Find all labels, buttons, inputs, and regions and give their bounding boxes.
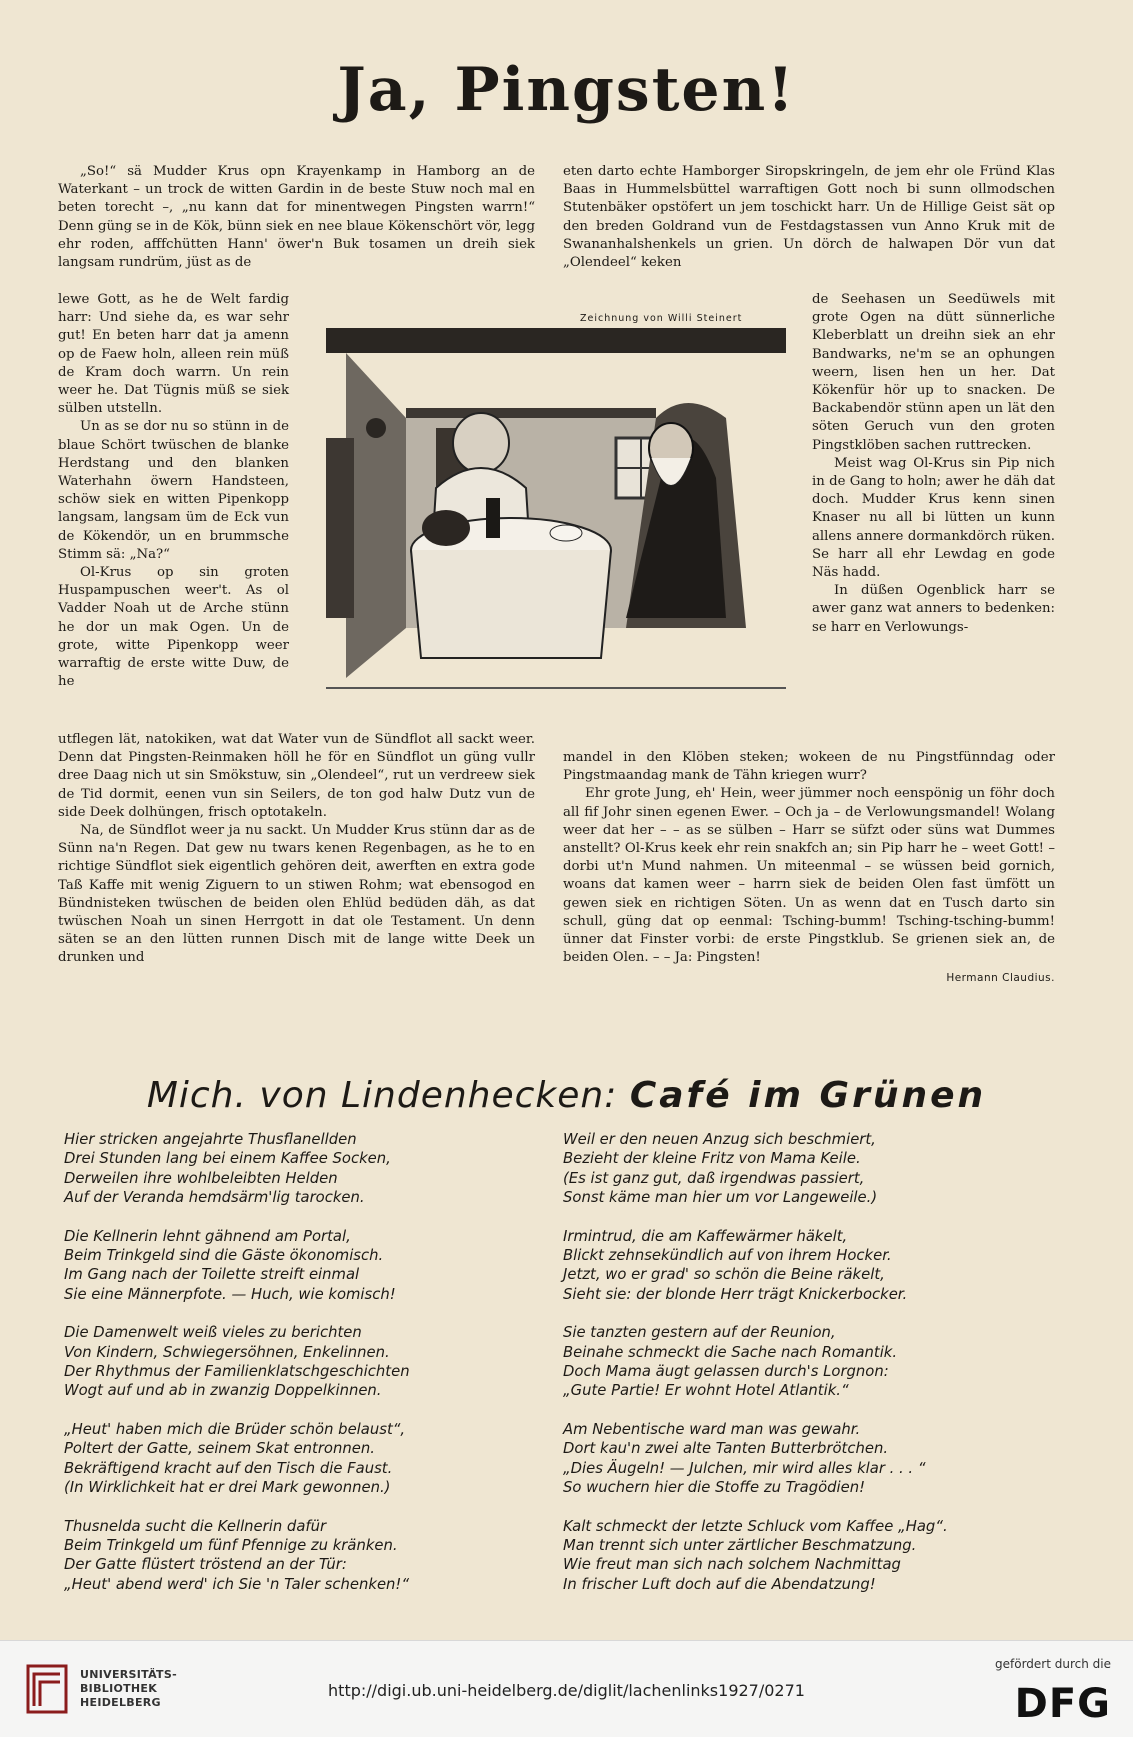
stanza — [64, 1227, 410, 1305]
poem-line: Blickt zehnsekündlich auf von ihrem Hocker. — [563, 1247, 892, 1265]
paragraph: Ol-Krus op sin groten Huspampuschen weer't. As ol Vadder Noah ut de Arche stünn he dor un mak Ogen. Un de grote, witte Pipenkopp weer warraftig de erste witte Duw, de he — [58, 565, 289, 690]
poem-line: Auf der Veranda hemdsärm'lig tarocken. — [64, 1189, 365, 1207]
poem-line: Bezieht der kleine Fritz von Mama Keile. — [563, 1150, 861, 1168]
stanza — [563, 1323, 948, 1401]
article-author: Hermann Claudius. — [946, 972, 1055, 985]
illustration-caption: Zeichnung von Willi Steinert — [580, 313, 743, 324]
article-title: Ja, Pingsten! — [337, 55, 796, 125]
poem-line: Der Rhythmus der Familienklatschgeschichten — [64, 1363, 410, 1381]
poem-author: Mich. von Lindenhecken: — [146, 1075, 618, 1116]
poem-line: Drei Stunden lang bei einem Kaffee Socken, — [64, 1150, 391, 1168]
poem-line: Sonst käme man hier um vor Langeweile.) — [563, 1189, 878, 1207]
poem-line: Von Kindern, Schwiegersöhnen, Enkelinnen. — [64, 1343, 390, 1361]
library-line: BIBLIOTHEK — [80, 1682, 158, 1695]
poem-line: Wie freut man sich nach solchem Nachmittag — [563, 1556, 901, 1574]
left-column-top — [58, 163, 535, 272]
poem-line: „Heut' abend werd' ich Sie 'n Taler schenken!“ — [64, 1575, 410, 1593]
poem-right-column — [563, 1130, 948, 1613]
right-column-bottom — [563, 749, 1055, 988]
library-line: UNIVERSITÄTS- — [80, 1668, 177, 1681]
poem-line: Am Nebentische ward man was gewahr. — [563, 1420, 861, 1438]
poem-line: Irmintrud, die am Kaffewärmer häkelt, — [563, 1227, 848, 1245]
paragraph: de Seehasen un Seedüwels mit grote Ogen na dütt sünnerliche Kleberblatt un dreihn siek an ehr Bandwarks, ne'm se an ophungen weern, lisen hen un her. Dat Kökenfür hör up to snacken. De Backabendör stünn apen un lät den söten Geruch vun den groten Pingstklöben sachen ruttrecken. — [812, 292, 1055, 453]
poem-line: Doch Mama äugt gelassen durch's Lorgnon: — [563, 1363, 889, 1381]
poem-line: Bekräftigend kracht auf den Tisch die Faust. — [64, 1459, 393, 1477]
poem-line: „Heut' haben mich die Brüder schön belaust“, — [64, 1420, 406, 1438]
funded-by-label: gefördert durch die — [995, 1657, 1111, 1671]
stanza — [563, 1130, 948, 1208]
left-column-narrow — [58, 291, 289, 691]
poem-line: Sie eine Männerpfote. — Huch, wie komisch! — [64, 1285, 396, 1303]
paragraph: Un as se dor nu so stünn in de blaue Schört twüschen de blanke Herdstang und den blanken Waterhahn öwern Handsteen, schöw siek en witten Pipenkopp langsam, langsam üm de Eck vun de Kökendör, un en brummsche Stimm sä: „Na?“ — [58, 419, 289, 562]
poem-line: Poltert der Gatte, seinem Skat entronnen. — [64, 1440, 375, 1458]
paragraph: Ehr grote Jung, eh' Hein, weer jümmer noch eenspönig un föhr doch all fif Johr sinen egenen Ewer. – Och ja – de Verlowungsmandel! Wolang weer dat her – – as se sülben – Harr se süfzt oder süns wat Dummes anstellt? Ol-Krus keek ehr rein snakfch an; sin Pip harr he – weet Gott! – dorbi ut'n Mund nahmen. Un miteenmal – se wüssen beid gornich, woans dat kamen weer – harrn siek de beiden Olen fast ümfött un gewen siek en richtigen Söten. Un as wenn dat en Tusch darto sin schull, güng dat op eenmal: Tsching-bumm! Tsching-tsching-bumm! ünner dat Finster vorbi: de erste Pingstklub. Se grienen siek an, de beiden Olen. – – Ja: Pingsten! — [563, 786, 1055, 966]
poem-line: So wuchern hier die Stoffe zu Tragödien! — [563, 1479, 866, 1497]
library-line: HEIDELBERG — [80, 1696, 161, 1709]
poem-line: (Es ist ganz gut, daß irgendwas passiert, — [563, 1169, 865, 1187]
poem-line: Man trennt sich unter zärtlicher Beschmatzung. — [563, 1536, 917, 1554]
poem-line: Jetzt, wo er grad' so schön die Beine räkelt, — [563, 1266, 885, 1284]
paragraph: mandel in den Klöben steken; wokeen de nu Pingstfünndag oder Pingstmaandag mank de Tähn kriegen wurr? — [563, 750, 1055, 784]
paragraph: Na, de Sündflot weer ja nu sackt. Un Mudder Krus stünn dar as de Sünn na'n Regen. Dat gew nu twars kenen Regenbagen, as he to en richtige Sündflot siek eigentlich gehören deit, awerften en extra gode Taß Kaffe mit wenig Ziguern to un stiwen Rohm; wat ebensogod en Bündnisteken twüschen de beiden olen Ehlüd bedüden däh, as dat twüschen Noah un sinen Herrgott in dat ole Testament. Un denn säten se an den lütten runnen Disch mit de lange witte Deek un drunken und — [58, 823, 535, 966]
poem-line: Sieht sie: der blonde Herr trägt Knickerbocker. — [563, 1285, 908, 1303]
stanza — [64, 1323, 410, 1401]
footer-bar — [0, 1640, 1133, 1737]
paragraph: eten darto echte Hamborger Siropskringeln, de jem ehr ole Fründ Klas Baas in Hummelsbüttel warraftigen Gott noch bi sunn ollmodschen Stutenbäker opstöfert un jem toschickt harr. Un de Hillige Geist sät op den breden Goldrand vun de Festdagstassen vun Anno Kruk mit de Swananhalshenkels un grien. Un dörch de halwapen Dör vun dat „Olendeel“ keken — [563, 164, 1055, 271]
poem-line: Thusnelda sucht die Kellnerin dafür — [64, 1517, 327, 1535]
paragraph: Meist wag Ol-Krus sin Pip nich in de Gang to holn; awer he däh dat doch. Mudder Krus kenn sinen Knaser nu all bi lütten un kunn allens annere dormankdörch rüken. Se harr all ehr Lewdag en gode Näs hadd. — [812, 455, 1055, 581]
poem-line: Sie tanzten gestern auf der Reunion, — [563, 1324, 836, 1342]
poem-line: Beinahe schmeckt die Sache nach Romantik. — [563, 1343, 898, 1361]
stanza — [563, 1420, 948, 1498]
poem-line: Derweilen ihre wohlbeleibten Helden — [64, 1169, 338, 1187]
dfg-logo: DFG — [1014, 1681, 1111, 1727]
poem-line: Kalt schmeckt der letzte Schluck vom Kaffee „Hag“. — [563, 1517, 948, 1535]
paragraph: lewe Gott, as he de Welt fardig harr: Und siehe da, es war sehr gut! En beten harr dat ja amenn op de Faew holn, alleen rein müß de Kram doch warrn. Un rein weer he. Dat Tügnis müß se siek sülben utstelln. — [58, 292, 289, 417]
left-column-bottom — [58, 731, 535, 968]
poem-left-column — [64, 1130, 410, 1613]
paragraph: In düßen Ogenblick harr se awer ganz wat anners to bedenken: se harr en Verlowungs- — [812, 583, 1055, 635]
stanza — [64, 1130, 410, 1208]
poem-line: Die Kellnerin lehnt gähnend am Portal, — [64, 1227, 351, 1245]
right-column-narrow — [812, 291, 1055, 637]
poem-line: „Dies Äugeln! — Julchen, mir wird alles klar . . . “ — [563, 1459, 926, 1477]
poem-line: Weil er den neuen Anzug sich beschmiert, — [563, 1131, 876, 1148]
poem-heading — [0, 1075, 1133, 1116]
paragraph: utflegen lät, natokiken, wat dat Water vun de Sündflot all sackt weer. Denn dat Pingsten-Reinmaken höll he för en Sündflot un güng vullr dree Daag nich ut sin Smökstuw, sin „Olendeel“, rut un verdreew siek de Tid dormit, eenen vun sin Seilers, de ton god halw Dutz vun de side Deek dolhüngen, frisch optotakeln. — [58, 732, 535, 820]
poem-line: In frischer Luft doch auf die Abendatzung! — [563, 1575, 876, 1593]
paragraph: „So!“ sä Mudder Krus opn Krayenkamp in Hamborg an de Waterkant – un trock de witten Gardin in de beste Stuw noch mal en beten torecht –, „nu kann dat for minentwegen Pingsten warrn!“ Denn güng se in de Kök, bünn siek en nee blaue Kökenschört vör, legg ehr roden, afffchütten Hann' öwer'n Buk tosamen un dreih siek langsam rundrüm, jüst as de — [58, 164, 535, 271]
right-column-top — [563, 163, 1055, 272]
poem-line: (In Wirklichkeit hat er drei Mark gewonnen.) — [64, 1479, 391, 1497]
poem-line: „Gute Partie! Er wohnt Hotel Atlantik.“ — [563, 1382, 849, 1400]
stanza — [563, 1517, 948, 1595]
poem-line: Der Gatte flüstert tröstend an der Tür: — [64, 1556, 347, 1574]
poem-line: Im Gang nach der Toilette streift einmal — [64, 1266, 360, 1284]
poem-line: Die Damenwelt weiß vieles zu berichten — [64, 1324, 362, 1342]
poem-line: Beim Trinkgeld um fünf Pfennige zu kränken. — [64, 1536, 398, 1554]
poem-title: Café im Grünen — [629, 1075, 987, 1116]
poem-line: Dort kau'n zwei alte Tanten Butterbrötchen. — [563, 1440, 889, 1458]
stanza — [64, 1517, 410, 1595]
stanza — [64, 1420, 410, 1498]
poem-line: Hier stricken angejahrte Thusflanellden — [64, 1131, 357, 1148]
stanza — [563, 1227, 948, 1305]
illustration — [326, 328, 786, 703]
poem-line: Beim Trinkgeld sind die Gäste ökonomisch. — [64, 1247, 384, 1265]
permalink-url[interactable]: http://digi.ub.uni-heidelberg.de/diglit/lachenlinks1927/0271 — [328, 1681, 805, 1700]
poem-line: Wogt auf und ab in zwanzig Doppelkinnen. — [64, 1382, 382, 1400]
